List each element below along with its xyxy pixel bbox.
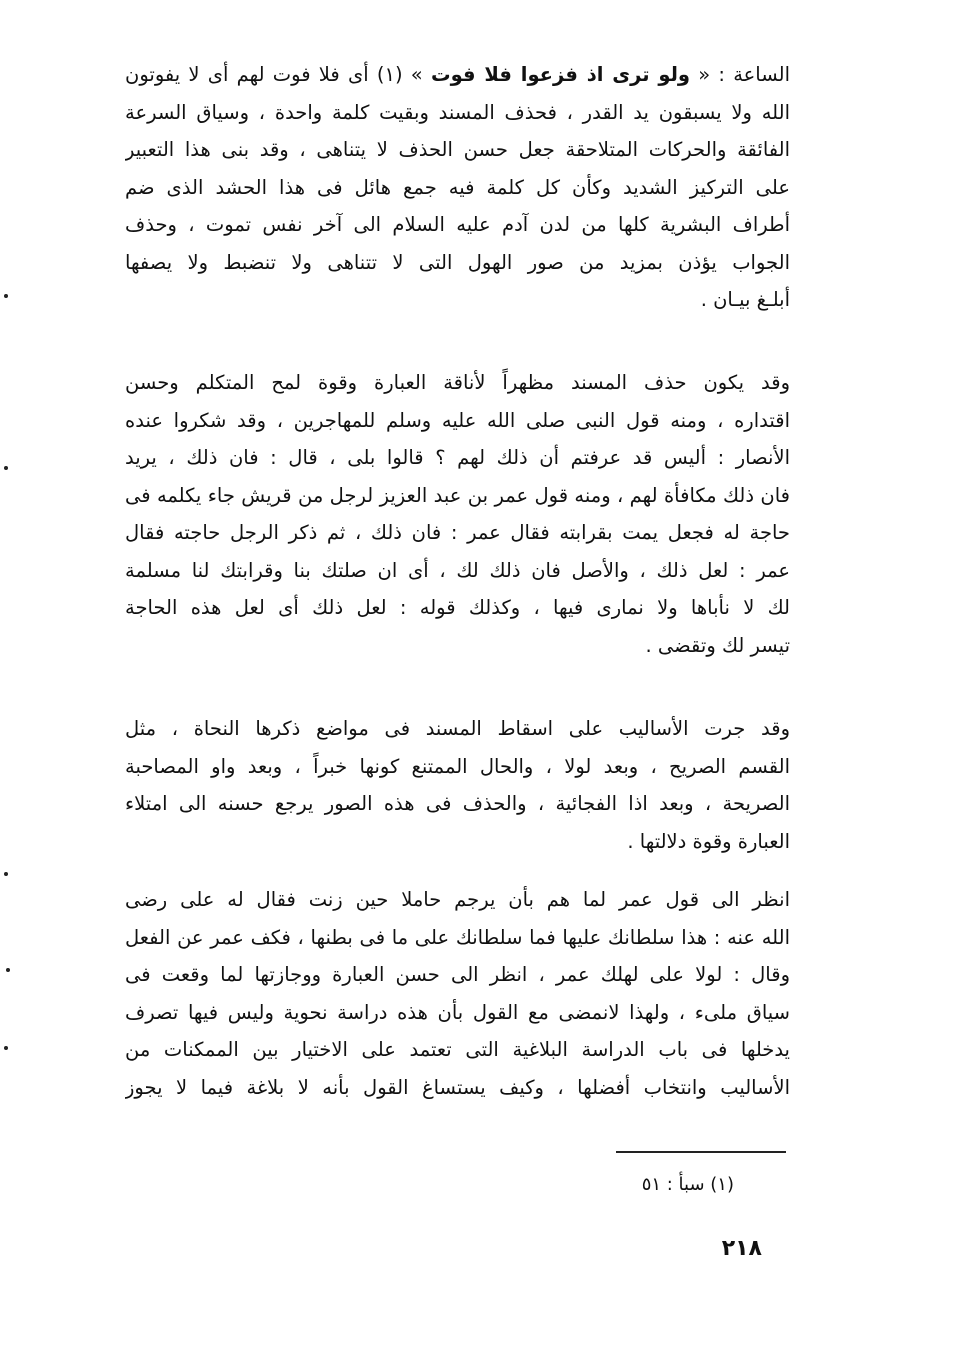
paragraph-1 — [125, 56, 790, 319]
text-line: يدخلها فى باب الدراسة البلاغية التى تعتمد على الاختيار بين الممكنات من — [125, 1038, 790, 1061]
text-line: انظر الى قول عمر لما هم بأن يرجم حاملا حين زنت فقال له على رضى — [125, 888, 790, 911]
text-line: القسم الصريح ، وبعد لولا ، والحال الممتنع كونها خبراً ، وبعد واو المصاحبة — [125, 754, 790, 778]
text-line: تيسر لك وتقضى . — [645, 633, 790, 657]
scan-speck — [4, 294, 8, 298]
text-line: وقال : لولا على لهلك عمر ، انظر الى حسن العبارة ووجازتها لما وقعت فى — [125, 963, 790, 986]
text-line: على التركيز الشديد وكأن كل كلمة فيه جمع هائل فى هذا الحشد الذى ضم — [125, 175, 790, 199]
text-line — [125, 56, 790, 94]
scan-speck — [6, 968, 10, 972]
text-line: الأنصار : أليس قد عرفتم أن ذلك لهم ؟ قالوا بلى ، قال : فان ذلك ، يريد — [125, 446, 790, 469]
text-line: وقد يكون حذف المسند مظهراً لأناقة العبارة وقوة لمح المتكلم وحسن — [125, 371, 790, 394]
text-line: سياق ملىء ، ولهذا لانمضى مع القول بأن هذه دراسة نحوية وليس فيها تصرف — [125, 1000, 790, 1024]
text-line: الفائقة والحركات المتلاحقة جعل حسن الحذف لا يتناهى ، وقد بنى هذا التعبير — [125, 138, 790, 161]
footnote-divider — [616, 1151, 786, 1153]
text-line: لك لا نأباها ولا نمارى فيها ، وكذلك قوله : لعل ذلك أى لعل هذه الحاجة — [125, 596, 790, 619]
paragraph-3 — [125, 710, 790, 860]
text-line: الأساليب وانتخاب أفضلها ، وكيف يستساغ القول بأنه لا بلاغة فيما لا يجوز — [125, 1075, 790, 1099]
text-line: أبلـغ بيـان . — [700, 288, 790, 311]
paragraph-4 — [125, 881, 790, 1106]
quranic-quote: ولو ترى اذ فزعوا فلا فوت — [430, 63, 691, 86]
text-segment: الساعة : « — [690, 63, 790, 86]
text-line: الجواب يؤذن بمزيد من صور الهول التى لا تتناهى ولا تنضبط ولا يصفها — [125, 250, 790, 274]
text-line: العبارة وقوة دلالتها . — [627, 829, 790, 853]
text-line: الله ولا يسبقون يد القدر ، فحذف المسند وبقيت كلمة واحدة ، وسياق السرعة — [125, 100, 790, 124]
text-line: عمر : لعل ذلك ، والأصل فان ذلك لك ، أى ان صلتك بنا وقرابتك لنا مسلمة — [125, 558, 790, 582]
text-line: حاجة له فجعل يمت بقرابته فقال عمر : فان ذلك ، ثم ذكر الرجل حاجته فقال — [125, 521, 790, 544]
text-line: أطراف البشرية كلها من لدن آدم عليه السلام الى آخر نفس تموت ، وحذف — [125, 213, 790, 236]
page-number: ٢١٨ — [721, 1236, 762, 1261]
scan-speck — [4, 466, 8, 470]
text-segment: » (١) أى فلا فوت لهم أى لا يفوتون — [125, 63, 431, 86]
scan-speck — [4, 872, 8, 876]
text-line: الصريحة ، وبعد اذا الفجائية ، والحذف فى هذه الصور يرجع حسنه الى امتلاء — [125, 792, 790, 815]
text-line: وقد جرت الأساليب على اسقاط المسند فى مواضع ذكرها النحاة ، مثل — [125, 717, 790, 740]
text-line: الله عنه : هذا سلطانك عليها فما سلطانك على ما فى بطنها ، فكف عمر عن الفعل — [125, 925, 790, 949]
paragraph-2 — [125, 364, 790, 664]
text-line: اقتداره ، ومنه قول النبى صلى الله عليه وسلم للمهاجرين ، وقد شكروا عنده — [125, 408, 790, 432]
footnote: (١) سبأ : ٥١ — [641, 1174, 734, 1195]
text-line: فان ذلك مكافأة لهم ، ومنه قول عمر بن عبد العزيز لرجل من قريش جاء يكلمه فى — [125, 483, 790, 507]
scan-speck — [4, 1046, 8, 1050]
